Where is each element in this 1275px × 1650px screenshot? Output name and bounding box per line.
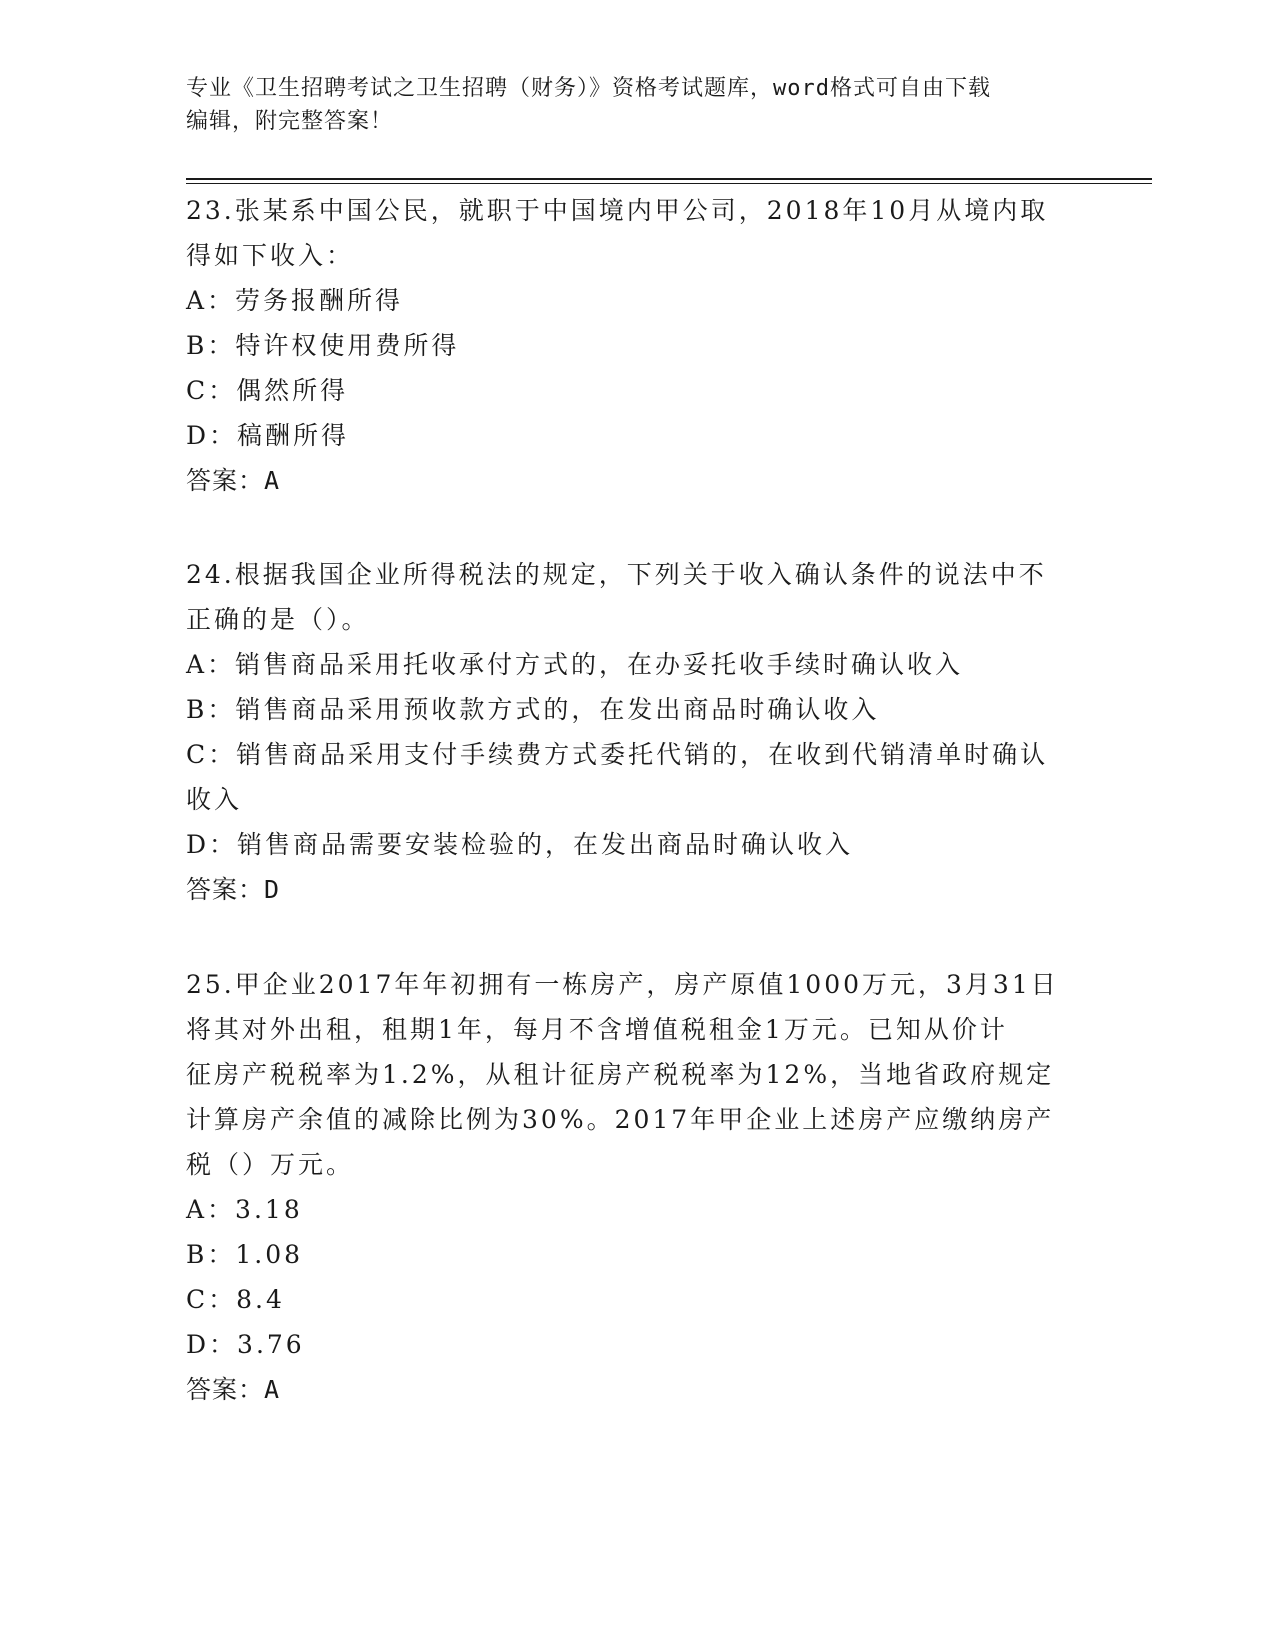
option-d: D：3.76	[186, 1330, 305, 1359]
option-b: B：1.08	[186, 1240, 304, 1269]
option-c-continued: 收入	[186, 785, 243, 814]
question-stem-line: 得如下收入：	[186, 241, 355, 270]
answer-label: 答案：	[186, 466, 265, 495]
question-stem-line: 23.张某系中国公民，就职于中国境内甲公司，2018年10月从境内取	[186, 196, 1049, 225]
option-c: C：8.4	[186, 1285, 285, 1314]
answer-value: A	[264, 466, 281, 495]
answer-line	[186, 458, 1086, 503]
question-stem-line: 征房产税税率为1.2%，从租计征房产税税率为12%，当地省政府规定	[186, 1060, 1055, 1089]
question-stem-line: 税（）万元。	[186, 1150, 355, 1179]
answer-line	[186, 1367, 1086, 1412]
answer-value: D	[264, 875, 281, 904]
option-c: C：偶然所得	[186, 376, 349, 405]
option-d: D：销售商品需要安装检验的，在发出商品时确认收入	[186, 830, 854, 859]
header-line-2: 编辑，附完整答案！	[186, 109, 394, 134]
option-b: B：特许权使用费所得	[186, 331, 460, 360]
question-stem-line: 25.甲企业2017年年初拥有一栋房产，房产原值1000万元，3月31日	[186, 970, 1059, 999]
option-a: A：3.18	[186, 1195, 303, 1224]
option-a: A：劳务报酬所得	[186, 286, 404, 315]
question-stem-line: 将其对外出租，租期1年，每月不含增值税租金1万元。已知从价计	[186, 1015, 1008, 1044]
question-25	[186, 962, 1086, 1412]
question-23	[186, 188, 1086, 503]
question-stem-line: 24.根据我国企业所得税法的规定，下列关于收入确认条件的说法中不	[186, 560, 1047, 589]
answer-label: 答案：	[186, 1375, 265, 1404]
question-stem-line: 正确的是（）。	[186, 605, 370, 634]
document-header	[186, 72, 1086, 138]
answer-line	[186, 867, 1086, 912]
option-c: C：销售商品采用支付手续费方式委托代销的，在收到代销清单时确认	[186, 740, 1049, 769]
answer-value: A	[264, 1375, 281, 1404]
question-stem-line: 计算房产余值的减除比例为30%。2017年甲企业上述房产应缴纳房产	[186, 1105, 1055, 1134]
option-b: B：销售商品采用预收款方式的，在发出商品时确认收入	[186, 695, 880, 724]
header-divider-thick	[186, 178, 1152, 180]
option-a: A：销售商品采用托收承付方式的，在办妥托收手续时确认收入	[186, 650, 964, 679]
question-24	[186, 552, 1086, 912]
answer-label: 答案：	[186, 875, 265, 904]
header-line-1: 专业《卫生招聘考试之卫生招聘（财务）》资格考试题库，word格式可自由下载	[186, 76, 991, 101]
option-d: D：稿酬所得	[186, 421, 350, 450]
header-divider-thin	[186, 183, 1152, 184]
